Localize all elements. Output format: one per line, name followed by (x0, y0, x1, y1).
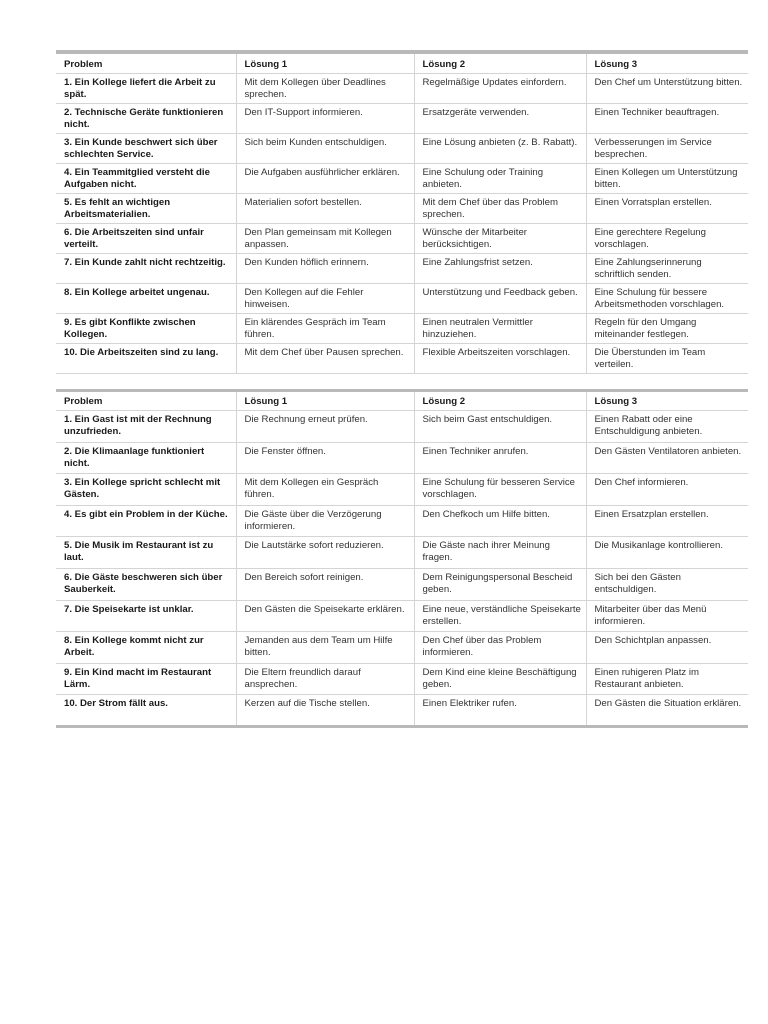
problem-cell: 6. Die Arbeitszeiten sind unfair verteilt. (56, 224, 236, 254)
solution-3-cell: Den Chef um Unterstützung bitten. (586, 74, 748, 104)
solution-3-cell: Eine gerechtere Regelung vorschlagen. (586, 224, 748, 254)
solution-2-cell: Einen Elektriker rufen. (414, 695, 586, 727)
solution-1-cell: Mit dem Kollegen über Deadlines sprechen. (236, 74, 414, 104)
solution-2-cell: Dem Reinigungspersonal Bescheid geben. (414, 568, 586, 600)
problem-cell: 10. Die Arbeitszeiten sind zu lang. (56, 344, 236, 374)
header-problem: Problem (56, 52, 236, 74)
solution-1-cell: Den Kollegen auf die Fehler hinweisen. (236, 284, 414, 314)
solution-3-cell: Eine Zahlungserinnerung schriftlich senden. (586, 254, 748, 284)
table-row (56, 600, 748, 632)
header-solution-3: Lösung 3 (586, 391, 748, 411)
solution-3-cell: Einen Techniker beauftragen. (586, 104, 748, 134)
solution-2-cell: Mit dem Chef über das Problem sprechen. (414, 194, 586, 224)
solution-1-cell: Mit dem Chef über Pausen sprechen. (236, 344, 414, 374)
solution-1-cell: Den Plan gemeinsam mit Kollegen anpassen. (236, 224, 414, 254)
table-row (56, 254, 748, 284)
solution-3-cell: Eine Schulung für bessere Arbeitsmethoden vorschlagen. (586, 284, 748, 314)
solution-1-cell: Jemanden aus dem Team um Hilfe bitten. (236, 632, 414, 664)
table-header-row (56, 52, 748, 74)
solution-1-cell: Materialien sofort bestellen. (236, 194, 414, 224)
problem-cell: 9. Ein Kind macht im Restaurant Lärm. (56, 663, 236, 695)
header-solution-2: Lösung 2 (414, 391, 586, 411)
solution-3-cell: Einen ruhigeren Platz im Restaurant anbieten. (586, 663, 748, 695)
table-row (56, 411, 748, 443)
solution-1-cell: Mit dem Kollegen ein Gespräch führen. (236, 474, 414, 506)
restaurant-problems-table-wrapper (56, 389, 748, 728)
solution-1-cell: Den IT-Support informieren. (236, 104, 414, 134)
problem-cell: 10. Der Strom fällt aus. (56, 695, 236, 727)
header-solution-3: Lösung 3 (586, 52, 748, 74)
problem-cell: 2. Technische Geräte funktionieren nicht. (56, 104, 236, 134)
problem-cell: 6. Die Gäste beschweren sich über Sauberkeit. (56, 568, 236, 600)
solution-1-cell: Den Bereich sofort reinigen. (236, 568, 414, 600)
solution-2-cell: Regelmäßige Updates einfordern. (414, 74, 586, 104)
table-row (56, 74, 748, 104)
workplace-problems-table (56, 50, 748, 374)
table-row (56, 442, 748, 474)
table-row (56, 568, 748, 600)
solution-1-cell: Sich beim Kunden entschuldigen. (236, 134, 414, 164)
table-row (56, 164, 748, 194)
problem-cell: 5. Die Musik im Restaurant ist zu laut. (56, 537, 236, 569)
table-row (56, 632, 748, 664)
solution-2-cell: Dem Kind eine kleine Beschäftigung geben. (414, 663, 586, 695)
solution-2-cell: Sich beim Gast entschuldigen. (414, 411, 586, 443)
table-row (56, 224, 748, 254)
problem-cell: 7. Ein Kunde zahlt nicht rechtzeitig. (56, 254, 236, 284)
header-solution-2: Lösung 2 (414, 52, 586, 74)
problem-cell: 3. Ein Kunde beschwert sich über schlechten Service. (56, 134, 236, 164)
solution-3-cell: Verbesserungen im Service besprechen. (586, 134, 748, 164)
problem-cell: 2. Die Klimaanlage funktioniert nicht. (56, 442, 236, 474)
solution-1-cell: Kerzen auf die Tische stellen. (236, 695, 414, 727)
solution-2-cell: Den Chefkoch um Hilfe bitten. (414, 505, 586, 537)
table-row (56, 474, 748, 506)
problem-cell: 7. Die Speisekarte ist unklar. (56, 600, 236, 632)
table-row (56, 505, 748, 537)
solution-2-cell: Eine neue, verständliche Speisekarte erstellen. (414, 600, 586, 632)
solution-3-cell: Einen Ersatzplan erstellen. (586, 505, 748, 537)
solution-2-cell: Unterstützung und Feedback geben. (414, 284, 586, 314)
solution-1-cell: Die Lautstärke sofort reduzieren. (236, 537, 414, 569)
problem-cell: 5. Es fehlt an wichtigen Arbeitsmaterialien. (56, 194, 236, 224)
problem-cell: 4. Es gibt ein Problem in der Küche. (56, 505, 236, 537)
solution-3-cell: Einen Kollegen um Unterstützung bitten. (586, 164, 748, 194)
header-solution-1: Lösung 1 (236, 391, 414, 411)
solution-3-cell: Den Gästen die Situation erklären. (586, 695, 748, 727)
table-row (56, 695, 748, 727)
solution-1-cell: Die Gäste über die Verzögerung informieren. (236, 505, 414, 537)
solution-3-cell: Sich bei den Gästen entschuldigen. (586, 568, 748, 600)
header-problem: Problem (56, 391, 236, 411)
solution-2-cell: Den Chef über das Problem informieren. (414, 632, 586, 664)
solution-3-cell: Den Gästen Ventilatoren anbieten. (586, 442, 748, 474)
problem-cell: 8. Ein Kollege kommt nicht zur Arbeit. (56, 632, 236, 664)
workplace-problems-table-wrapper (56, 50, 748, 374)
header-solution-1: Lösung 1 (236, 52, 414, 74)
solution-2-cell: Ersatzgeräte verwenden. (414, 104, 586, 134)
solution-3-cell: Einen Rabatt oder eine Entschuldigung anbieten. (586, 411, 748, 443)
solution-2-cell: Einen neutralen Vermittler hinzuziehen. (414, 314, 586, 344)
solution-3-cell: Mitarbeiter über das Menü informieren. (586, 600, 748, 632)
table-header-row (56, 391, 748, 411)
problem-cell: 9. Es gibt Konflikte zwischen Kollegen. (56, 314, 236, 344)
solution-2-cell: Eine Schulung oder Training anbieten. (414, 164, 586, 194)
solution-1-cell: Die Eltern freundlich darauf ansprechen. (236, 663, 414, 695)
solution-2-cell: Die Gäste nach ihrer Meinung fragen. (414, 537, 586, 569)
table-row (56, 537, 748, 569)
table-row (56, 134, 748, 164)
solution-1-cell: Die Aufgaben ausführlicher erklären. (236, 164, 414, 194)
solution-3-cell: Den Schichtplan anpassen. (586, 632, 748, 664)
solution-2-cell: Eine Zahlungsfrist setzen. (414, 254, 586, 284)
problem-cell: 8. Ein Kollege arbeitet ungenau. (56, 284, 236, 314)
solution-1-cell: Die Fenster öffnen. (236, 442, 414, 474)
solution-2-cell: Eine Lösung anbieten (z. B. Rabatt). (414, 134, 586, 164)
solution-1-cell: Den Kunden höflich erinnern. (236, 254, 414, 284)
restaurant-problems-table (56, 389, 748, 728)
solution-3-cell: Den Chef informieren. (586, 474, 748, 506)
table-row (56, 314, 748, 344)
table-row (56, 104, 748, 134)
solution-1-cell: Die Rechnung erneut prüfen. (236, 411, 414, 443)
table-row (56, 284, 748, 314)
solution-2-cell: Flexible Arbeitszeiten vorschlagen. (414, 344, 586, 374)
solution-3-cell: Regeln für den Umgang miteinander festlegen. (586, 314, 748, 344)
solution-3-cell: Die Überstunden im Team verteilen. (586, 344, 748, 374)
solution-2-cell: Eine Schulung für besseren Service vorschlagen. (414, 474, 586, 506)
solution-3-cell: Die Musikanlage kontrollieren. (586, 537, 748, 569)
problem-cell: 1. Ein Kollege liefert die Arbeit zu spät. (56, 74, 236, 104)
table-row (56, 663, 748, 695)
problem-cell: 4. Ein Teammitglied versteht die Aufgaben nicht. (56, 164, 236, 194)
solution-2-cell: Wünsche der Mitarbeiter berücksichtigen. (414, 224, 586, 254)
solution-1-cell: Ein klärendes Gespräch im Team führen. (236, 314, 414, 344)
problem-cell: 1. Ein Gast ist mit der Rechnung unzufrieden. (56, 411, 236, 443)
table-row (56, 194, 748, 224)
solution-1-cell: Den Gästen die Speisekarte erklären. (236, 600, 414, 632)
solution-2-cell: Einen Techniker anrufen. (414, 442, 586, 474)
problem-cell: 3. Ein Kollege spricht schlecht mit Gästen. (56, 474, 236, 506)
solution-3-cell: Einen Vorratsplan erstellen. (586, 194, 748, 224)
table-row (56, 344, 748, 374)
